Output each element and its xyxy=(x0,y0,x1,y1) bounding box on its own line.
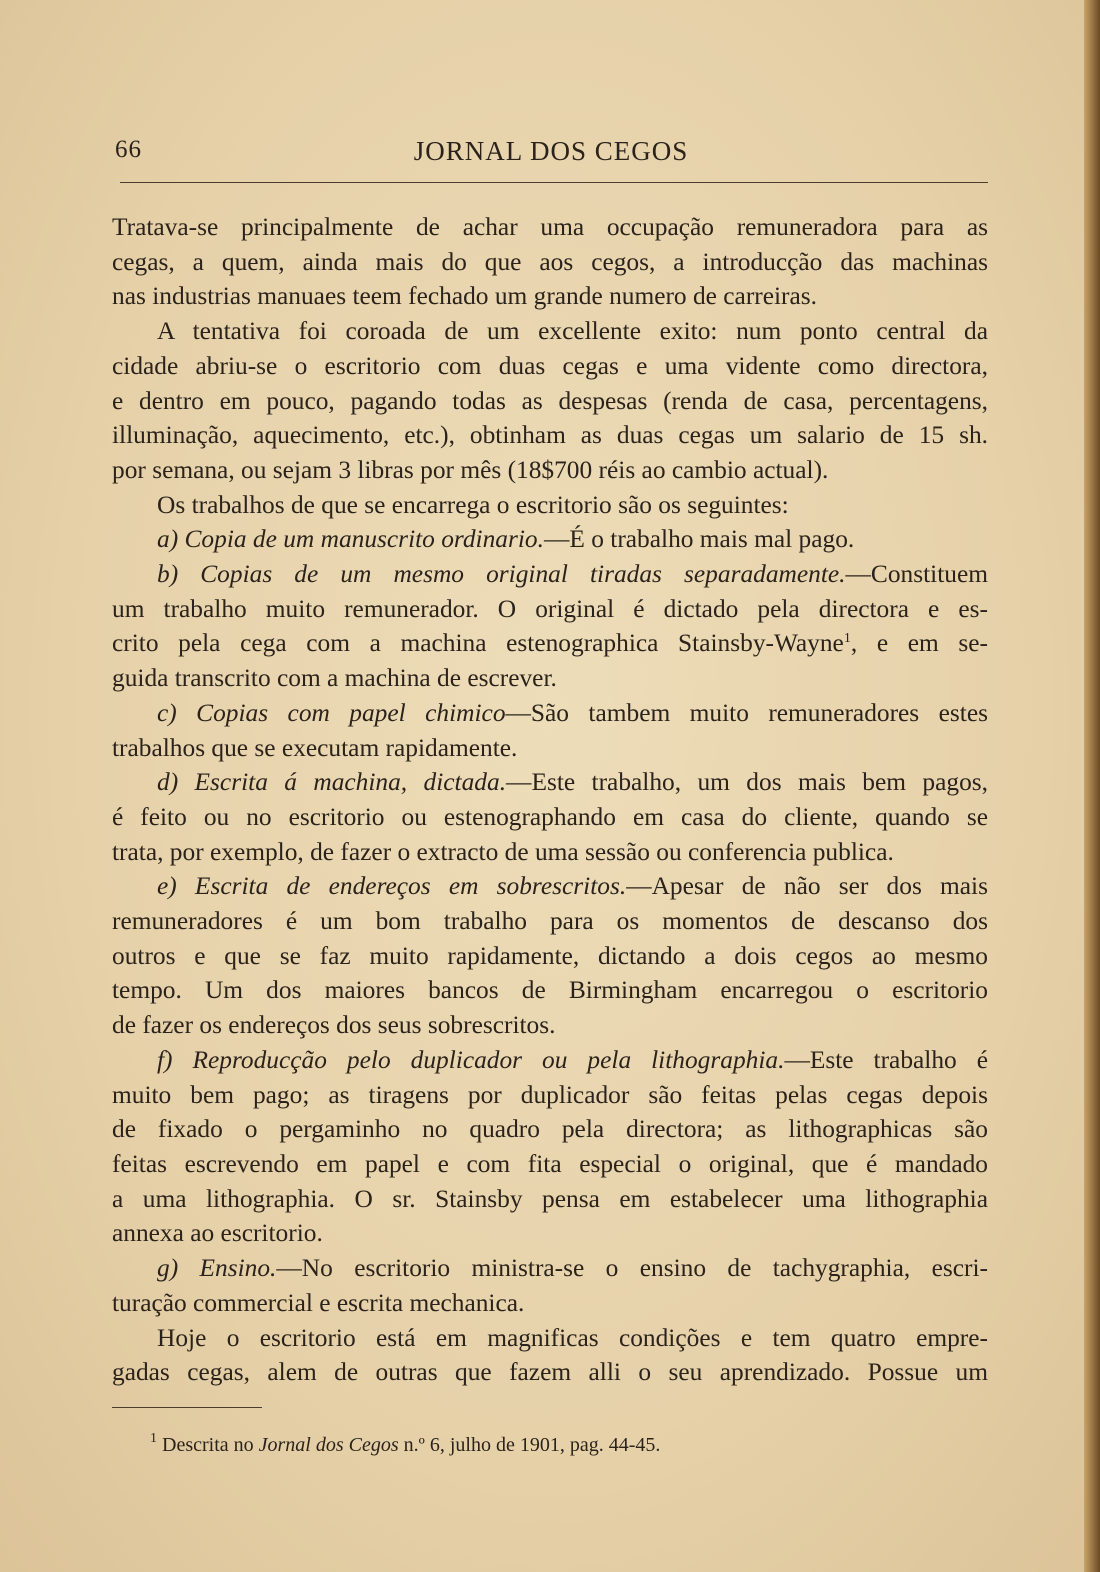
text-line: por semana, ou sejam 3 libras por mês (18$700 réis ao cambio actual). xyxy=(112,455,829,484)
list-item-a: a) Copia de um manuscrito ordinario.—É o trabalho mais mal pago. xyxy=(157,525,855,554)
page-number: 66 xyxy=(115,136,142,163)
list-item-d: d) Escrita á machina, dictada.—Este trabalho, um dos mais bem pagos, xyxy=(157,768,988,797)
text-line: trabalhos que se executam rapidamente. xyxy=(112,733,518,762)
text-line: a uma lithographia. O sr. Stainsby pensa em estabelecer uma lithographia xyxy=(112,1184,988,1213)
text-line: cegas, a quem, ainda mais do que aos cegos, a introducção das machinas xyxy=(112,247,988,276)
text-line: A tentativa foi coroada de um excellente exito: num ponto central da xyxy=(157,317,988,346)
text-line: trata, por exemplo, de fazer o extracto de uma sessão ou conferencia publica. xyxy=(112,837,894,866)
body-text xyxy=(112,210,988,1390)
text-line: nas industrias manuaes teem fechado um grande numero de carreiras. xyxy=(112,282,818,311)
item-label: b) Copias de um mesmo original tiradas separadamente. xyxy=(157,560,846,589)
text-line: guida transcrito com a machina de escrever. xyxy=(112,664,557,693)
text-line: remuneradores é um bom trabalho para os momentos de descanso dos xyxy=(112,907,988,936)
footnote-mark: 1 xyxy=(150,1431,157,1446)
running-header xyxy=(115,136,987,168)
text-line: Hoje o escritorio está em magnificas condições e tem quatro empre- xyxy=(157,1323,988,1352)
item-label: c) Copias com papel chimico xyxy=(157,698,506,727)
item-label: f) Reproducção pelo duplicador ou pela lithographia. xyxy=(157,1045,785,1074)
list-item-b: b) Copias de um mesmo original tiradas separadamente.—Constituem xyxy=(157,560,988,589)
journal-title: Jornal dos Cegos xyxy=(258,1434,399,1456)
text-line: annexa ao escritorio. xyxy=(112,1219,323,1248)
running-title: JORNAL DOS CEGOS xyxy=(413,136,689,166)
footnote-reference: 1 xyxy=(843,631,851,647)
text-line: gadas cegas, alem de outras que fazem alli o seu aprendizado. Possue um xyxy=(112,1358,988,1387)
text-line: tempo. Um dos maiores bancos de Birmingham encarregou o escritorio xyxy=(112,976,988,1005)
text-line: de fixado o pergaminho no quadro pela directora; as lithographicas são xyxy=(112,1115,988,1144)
item-label: e) Escrita de endereços em sobrescritos. xyxy=(157,872,627,901)
list-item-f: f) Reproducção pelo duplicador ou pela lithographia.—Este trabalho é xyxy=(157,1045,988,1074)
text-line: outros e que se faz muito rapidamente, dictando a dois cegos ao mesmo xyxy=(112,941,988,970)
footnote: $^1$ Descrita no Jornal dos Cegos n.º 6, julho de 1901, pag. 44-45. xyxy=(150,1431,661,1456)
text-line: e dentro em pouco, pagando todas as despesas (renda de casa, percentagens, xyxy=(112,386,988,415)
text-line: crito pela cega com a machina estenographica Stainsby-Wayne$^1$, e em se- xyxy=(112,629,989,658)
text-line: muito bem pago; as tiragens por duplicador são feitas pelas cegas depois xyxy=(112,1080,988,1109)
text-line: de fazer os endereços dos seus sobrescritos. xyxy=(112,1011,556,1040)
page-edge-shadow xyxy=(1084,0,1100,1572)
text-line: turação commercial e escrita mechanica. xyxy=(112,1288,525,1317)
text-line: Os trabalhos de que se encarrega o escritorio são os seguintes: xyxy=(157,490,789,519)
text-line: illuminação, aquecimento, etc.), obtinham as duas cegas um salario de 15 sh. xyxy=(112,421,988,450)
text-line: Tratava-se principalmente de achar uma occupação remuneradora para as xyxy=(112,213,988,241)
footnote-rule xyxy=(112,1407,262,1408)
text-line: feitas escrevendo em papel e com fita especial o original, que é mandado xyxy=(112,1149,988,1178)
item-label: a) Copia de um manuscrito ordinario. xyxy=(157,525,544,554)
text-line: é feito ou no escritorio ou estenographando em casa do cliente, quando se xyxy=(112,802,988,831)
header-rule xyxy=(120,182,988,183)
item-label: g) Ensino. xyxy=(157,1254,277,1283)
item-label: d) Escrita á machina, dictada. xyxy=(157,768,507,797)
list-item-c: c) Copias com papel chimico—São tambem muito remuneradores estes xyxy=(157,698,988,727)
list-item-g: g) Ensino.—No escritorio ministra-se o ensino de tachygraphia, escri- xyxy=(157,1254,988,1283)
text-line: um trabalho muito remunerador. O original é dictado pela directora e es- xyxy=(112,594,988,623)
list-item-e: e) Escrita de endereços em sobrescritos.—Apesar de não ser dos mais xyxy=(157,872,988,901)
text-line: cidade abriu-se o escritorio com duas cegas e uma vidente como directora, xyxy=(112,351,988,380)
